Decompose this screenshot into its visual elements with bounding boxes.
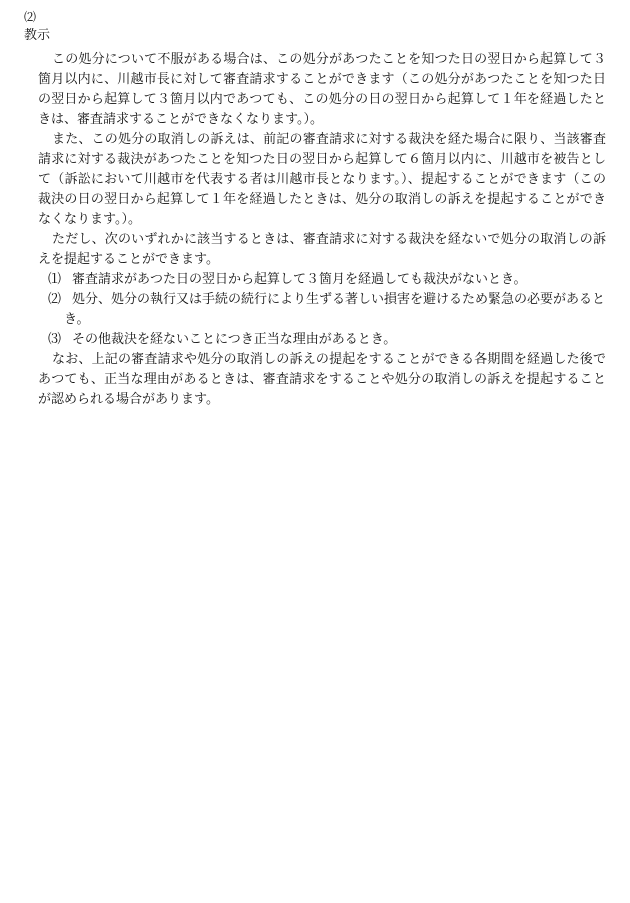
paragraph-exceptions: ただし、次のいずれかに該当するときは、審査請求に対する裁決を経ないで処分の取消しの訴えを提起することができます。 (38, 232, 606, 267)
list-item (24, 330, 606, 350)
list-item-number: ⑴ (48, 272, 62, 287)
list-item (24, 290, 606, 330)
list-item-number: ⑵ (48, 292, 62, 307)
section-number: ⑵ (24, 10, 37, 24)
list-item-text: 処分、処分の執行又は手続の続行により生ずる著しい損害を避けるため緊急の必要があるとき。 (64, 292, 606, 327)
list-item-text: その他裁決を経ないことにつき正当な理由があるとき。 (72, 332, 397, 347)
paragraph-closing: なお、上記の審査請求や処分の取消しの訴えの提起をすることができる各期間を経過した後であつても、正当な理由があるときは、審査請求をすることや処分の取消しの訴えを提起することが認められる場合があります。 (38, 352, 606, 407)
paragraph-appeal: この処分について不服がある場合は、この処分があつたことを知つた日の翌日から起算して３箇月以内に、川越市長に対して審査請求することができます（この処分があつたことを知つた日の翌日から起算して３箇月以内であつても、この処分の日の翌日から起算して１年を経過したときは、審査請求することができなくなります。）。 (38, 52, 606, 127)
list-item-text: 審査請求があつた日の翌日から起算して３箇月を経過しても裁決がないとき。 (72, 272, 527, 287)
section-title: 教示 (24, 28, 51, 43)
list-item-number: ⑶ (48, 332, 62, 347)
list-item (24, 270, 606, 290)
paragraph-lawsuit: また、この処分の取消しの訴えは、前記の審査請求に対する裁決を経た場合に限り、当該審査請求に対する裁決があつたことを知つた日の翌日から起算して６箇月以内に、川越市を被告として（訴訟において川越市を代表する者は川越市長となります。）、提起することができます（この裁決の日の翌日から起算して１年を経過したときは、処分の取消しの訴えを提起することができなくなります。）。 (38, 132, 606, 227)
